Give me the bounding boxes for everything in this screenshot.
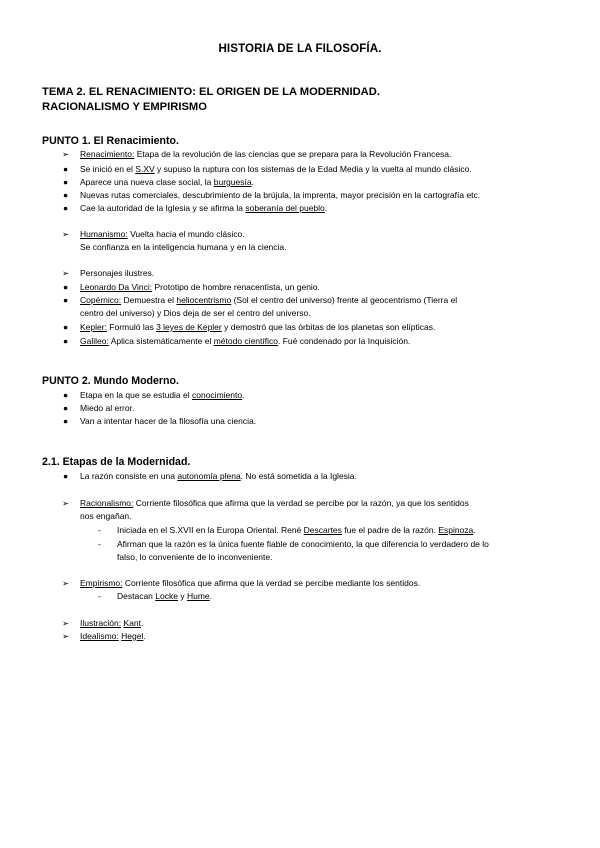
idealismo-item xyxy=(80,631,146,642)
dot-bullet: ● xyxy=(63,322,69,332)
razon-term: autonomía plena xyxy=(177,471,241,481)
galileo-term: Galileo: xyxy=(80,336,109,346)
burguesia-item xyxy=(80,177,254,188)
destacan-item xyxy=(117,591,212,602)
arrow-bullet: ➢ xyxy=(62,149,70,159)
hegel-term: Hegel xyxy=(121,631,144,641)
destacan-mid: y xyxy=(177,591,187,601)
iniciada-pre: Iniciada en el S.XVII en la Europa Oriental. René xyxy=(117,525,304,535)
espinoza-term: Espinoza xyxy=(438,525,474,535)
humanismo-text: Vuelta hacia el mundo clásico. xyxy=(127,229,245,239)
soberania-term: soberanía del pueblo xyxy=(245,203,325,213)
empirismo-item xyxy=(80,578,420,589)
arrow-bullet: ➢ xyxy=(62,268,70,278)
kant-term: Kant xyxy=(123,618,141,628)
davinci-item xyxy=(80,282,320,293)
afirman-item: Afirman que la razón es la única fuente fiable de conocimiento, la que diferencia lo verdadero de lo xyxy=(117,539,489,549)
burguesia-post: . xyxy=(251,177,254,187)
kepler-item xyxy=(80,322,435,333)
tema-heading-line2: RACIONALISMO Y EMPIRISMO xyxy=(42,101,207,113)
soberania-post: . xyxy=(324,203,328,213)
davinci-term: Leonardo Da Vinci: xyxy=(80,282,153,292)
kepler-laws: 3 leyes de Kepler xyxy=(156,322,222,332)
galileo-pre: Aplica sistemáticamente el xyxy=(108,336,214,346)
iniciada-mid: fue el padre de la razón. xyxy=(341,525,439,535)
etapa-item xyxy=(80,390,244,401)
burguesia-pre: Aparece una nueva clase social, la xyxy=(80,177,214,187)
arrow-bullet: ➢ xyxy=(62,578,70,588)
racionalismo-line2: nos engañan. xyxy=(80,511,132,521)
humanismo-term: Humanismo: xyxy=(80,229,128,239)
sxv-post: y supuso la ruptura con los sistemas de la Edad Media y la vuelta al mundo clásico. xyxy=(154,164,472,174)
renacimiento-text: Etapa de la revolución de las ciencias que se prepara para la Revolución Francesa. xyxy=(134,149,452,159)
soberania-pre: Cae la autoridad de la Iglesia y se afirma la xyxy=(80,203,246,213)
burguesia-term: burguesía xyxy=(213,177,252,187)
renacimiento-term: Renacimiento: xyxy=(80,149,135,159)
filosofia-item: Van a intentar hacer de la filosofía una ciencia. xyxy=(80,416,257,426)
davinci-text: Prototipo de hombre renacentista, un genio. xyxy=(152,282,320,292)
copernico-pre: Demuestra el xyxy=(121,295,177,305)
document-title: HISTORIA DE LA FILOSOFÍA. xyxy=(218,42,382,55)
razon-pre: La razón consiste en una xyxy=(80,471,178,481)
galileo-post: . Fué condenado por la Inquisición. xyxy=(277,336,411,346)
dot-bullet: ● xyxy=(63,336,69,346)
personajes-item: Personajes ilustres. xyxy=(80,268,155,278)
empirismo-text: Corriente filosófica que afirma que la verdad se percibe mediante los sentidos. xyxy=(122,578,421,588)
racionalismo-term: Racionalismo: xyxy=(80,498,134,508)
dot-bullet: ● xyxy=(63,471,69,481)
dot-bullet: ● xyxy=(63,295,69,305)
kepler-post: y demostró que las órbitas de los planetas son elípticas. xyxy=(221,322,436,332)
dot-bullet: ● xyxy=(63,403,69,413)
dot-bullet: ● xyxy=(63,390,69,400)
kepler-term: Kepler: xyxy=(80,322,107,332)
renacimiento-item xyxy=(80,149,451,160)
etapa-post: . xyxy=(242,390,245,400)
copernico-term: Copérnico: xyxy=(80,295,122,305)
copernico-post: (Sol el centro del universo) frente al geocentrismo (Tierra el xyxy=(231,295,458,305)
punto1-heading: PUNTO 1. El Renacimiento. xyxy=(42,135,179,147)
racionalismo-item xyxy=(80,498,469,509)
idealismo-post: . xyxy=(143,631,146,641)
dot-bullet: ● xyxy=(63,203,69,213)
galileo-method: método científico xyxy=(213,336,278,346)
galileo-item xyxy=(80,336,410,347)
etapa-term: conocimiento xyxy=(192,390,243,400)
iniciada-post: . xyxy=(473,525,476,535)
kepler-pre: Formuló las xyxy=(106,322,157,332)
iniciada-item xyxy=(117,525,476,536)
arrow-bullet: ➢ xyxy=(62,498,70,508)
ilustracion-item xyxy=(80,618,143,629)
copernico-line2: centro del universo) y Dios deja de ser el centro del universo. xyxy=(80,308,311,318)
sxv-term: S.XV xyxy=(135,164,155,174)
sxv-pre: Se inició en el xyxy=(80,164,136,174)
dash-bullet: - xyxy=(98,539,101,549)
afirman-line2: falso, lo conveniente de lo inconveniente. xyxy=(117,552,273,562)
destacan-post: . xyxy=(209,591,213,601)
humanismo-line2: Se confianza en la inteligencia humana y en la ciencia. xyxy=(80,242,287,252)
dot-bullet: ● xyxy=(63,416,69,426)
dash-bullet: - xyxy=(98,591,101,601)
arrow-bullet: ➢ xyxy=(62,229,70,239)
razon-post: . No está sometida a la Iglesia. xyxy=(240,471,357,481)
punto2-heading: PUNTO 2. Mundo Moderno. xyxy=(42,375,179,387)
hume-term: Hume xyxy=(186,591,210,601)
ilustracion-term: Ilustración: xyxy=(80,618,122,628)
ilustracion-post: . xyxy=(140,618,144,628)
descartes-term: Descartes xyxy=(303,525,342,535)
dot-bullet: ● xyxy=(63,164,69,174)
etapa-pre: Etapa en la que se estudia el xyxy=(80,390,192,400)
arrow-bullet: ➢ xyxy=(62,618,70,628)
tema-heading-line1: TEMA 2. EL RENACIMIENTO: EL ORIGEN DE LA MODERNIDAD. xyxy=(42,86,380,98)
etapas-heading: 2.1. Etapas de la Modernidad. xyxy=(42,456,191,468)
rutas-item: Nuevas rutas comerciales, descubrimiento de la brújula, la imprenta, mayor precisión en la cartografía etc. xyxy=(80,190,481,200)
miedo-item: Miedo al error. xyxy=(80,403,135,413)
helio-term: heliocentrismo xyxy=(176,295,232,305)
dot-bullet: ● xyxy=(63,190,69,200)
arrow-bullet: ➢ xyxy=(62,631,70,641)
humanismo-item xyxy=(80,229,245,240)
soberania-item xyxy=(80,203,327,214)
dash-bullet: - xyxy=(98,525,101,535)
dot-bullet: ● xyxy=(63,177,69,187)
razon-item xyxy=(80,471,357,482)
sxv-item xyxy=(80,164,472,175)
copernico-item xyxy=(80,295,457,306)
dot-bullet: ● xyxy=(63,282,69,292)
idealismo-term: Idealismo: xyxy=(80,631,119,641)
destacan-pre: Destacan xyxy=(117,591,156,601)
empirismo-term: Empirismo: xyxy=(80,578,123,588)
locke-term: Locke xyxy=(155,591,178,601)
racionalismo-text: Corriente filosófica que afirma que la verdad se percibe por la razón, ya que los sentidos xyxy=(133,498,469,508)
